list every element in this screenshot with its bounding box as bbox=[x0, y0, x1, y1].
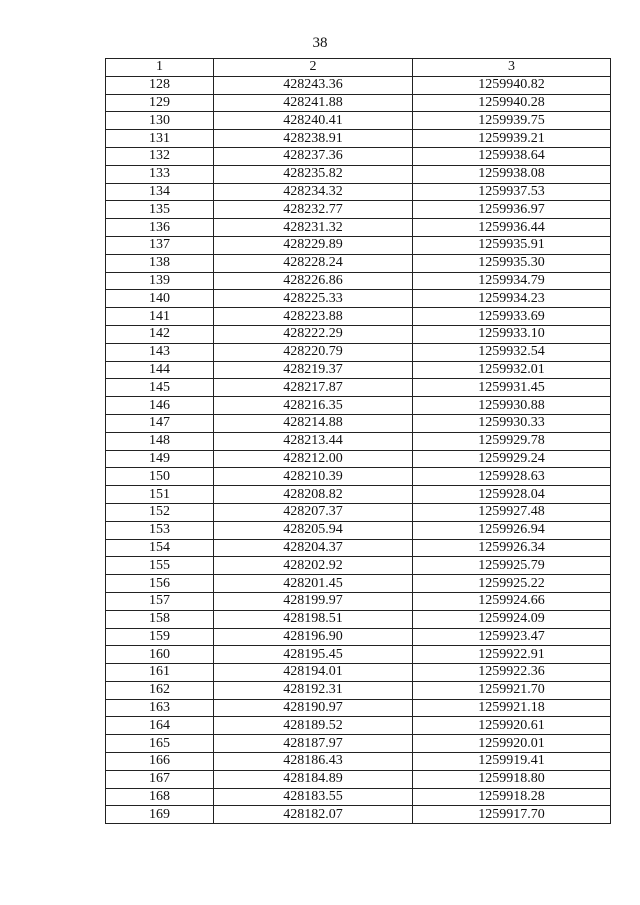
table-row bbox=[106, 94, 611, 112]
y-coordinate-cell: 1259940.28 bbox=[413, 94, 611, 112]
y-coordinate-cell: 1259936.97 bbox=[413, 201, 611, 219]
x-coordinate-cell: 428202.92 bbox=[214, 557, 413, 575]
table-row bbox=[106, 414, 611, 432]
x-coordinate-cell: 428195.45 bbox=[214, 646, 413, 664]
table-row bbox=[106, 592, 611, 610]
y-coordinate-cell: 1259938.08 bbox=[413, 165, 611, 183]
y-coordinate-cell: 1259922.36 bbox=[413, 664, 611, 682]
y-coordinate-cell: 1259937.53 bbox=[413, 183, 611, 201]
y-coordinate-cell: 1259925.22 bbox=[413, 575, 611, 593]
table-row bbox=[106, 486, 611, 504]
point-number-cell: 147 bbox=[106, 414, 214, 432]
column-header-3: 3 bbox=[413, 59, 611, 77]
y-coordinate-cell: 1259918.28 bbox=[413, 788, 611, 806]
table-row bbox=[106, 610, 611, 628]
x-coordinate-cell: 428213.44 bbox=[214, 432, 413, 450]
table-row bbox=[106, 770, 611, 788]
x-coordinate-cell: 428240.41 bbox=[214, 112, 413, 130]
y-coordinate-cell: 1259917.70 bbox=[413, 806, 611, 824]
point-number-cell: 156 bbox=[106, 575, 214, 593]
table-row bbox=[106, 272, 611, 290]
table-row bbox=[106, 753, 611, 771]
point-number-cell: 162 bbox=[106, 681, 214, 699]
x-coordinate-cell: 428238.91 bbox=[214, 130, 413, 148]
x-coordinate-cell: 428194.01 bbox=[214, 664, 413, 682]
table-row bbox=[106, 539, 611, 557]
x-coordinate-cell: 428229.89 bbox=[214, 236, 413, 254]
x-coordinate-cell: 428212.00 bbox=[214, 450, 413, 468]
y-coordinate-cell: 1259921.18 bbox=[413, 699, 611, 717]
point-number-cell: 140 bbox=[106, 290, 214, 308]
x-coordinate-cell: 428243.36 bbox=[214, 76, 413, 94]
table-row bbox=[106, 361, 611, 379]
y-coordinate-cell: 1259928.63 bbox=[413, 468, 611, 486]
x-coordinate-cell: 428187.97 bbox=[214, 735, 413, 753]
table-header bbox=[106, 59, 611, 77]
point-number-cell: 131 bbox=[106, 130, 214, 148]
y-coordinate-cell: 1259921.70 bbox=[413, 681, 611, 699]
x-coordinate-cell: 428235.82 bbox=[214, 165, 413, 183]
x-coordinate-cell: 428217.87 bbox=[214, 379, 413, 397]
x-coordinate-cell: 428210.39 bbox=[214, 468, 413, 486]
point-number-cell: 169 bbox=[106, 806, 214, 824]
point-number-cell: 152 bbox=[106, 503, 214, 521]
x-coordinate-cell: 428204.37 bbox=[214, 539, 413, 557]
point-number-cell: 139 bbox=[106, 272, 214, 290]
point-number-cell: 161 bbox=[106, 664, 214, 682]
table-row bbox=[106, 76, 611, 94]
y-coordinate-cell: 1259933.10 bbox=[413, 325, 611, 343]
point-number-cell: 132 bbox=[106, 147, 214, 165]
x-coordinate-cell: 428237.36 bbox=[214, 147, 413, 165]
y-coordinate-cell: 1259935.30 bbox=[413, 254, 611, 272]
table-row bbox=[106, 699, 611, 717]
x-coordinate-cell: 428228.24 bbox=[214, 254, 413, 272]
table-row bbox=[106, 325, 611, 343]
point-number-cell: 142 bbox=[106, 325, 214, 343]
x-coordinate-cell: 428196.90 bbox=[214, 628, 413, 646]
y-coordinate-cell: 1259924.09 bbox=[413, 610, 611, 628]
x-coordinate-cell: 428186.43 bbox=[214, 753, 413, 771]
point-number-cell: 135 bbox=[106, 201, 214, 219]
point-number-cell: 144 bbox=[106, 361, 214, 379]
point-number-cell: 134 bbox=[106, 183, 214, 201]
x-coordinate-cell: 428182.07 bbox=[214, 806, 413, 824]
x-coordinate-cell: 428231.32 bbox=[214, 219, 413, 237]
point-number-cell: 138 bbox=[106, 254, 214, 272]
x-coordinate-cell: 428189.52 bbox=[214, 717, 413, 735]
x-coordinate-cell: 428232.77 bbox=[214, 201, 413, 219]
y-coordinate-cell: 1259929.78 bbox=[413, 432, 611, 450]
x-coordinate-cell: 428205.94 bbox=[214, 521, 413, 539]
table-row bbox=[106, 788, 611, 806]
point-number-cell: 145 bbox=[106, 379, 214, 397]
y-coordinate-cell: 1259919.41 bbox=[413, 753, 611, 771]
point-number-cell: 128 bbox=[106, 76, 214, 94]
table-row bbox=[106, 628, 611, 646]
y-coordinate-cell: 1259935.91 bbox=[413, 236, 611, 254]
point-number-cell: 136 bbox=[106, 219, 214, 237]
table-row bbox=[106, 735, 611, 753]
point-number-cell: 153 bbox=[106, 521, 214, 539]
point-number-cell: 158 bbox=[106, 610, 214, 628]
x-coordinate-cell: 428207.37 bbox=[214, 503, 413, 521]
table-row bbox=[106, 219, 611, 237]
y-coordinate-cell: 1259939.75 bbox=[413, 112, 611, 130]
table-row bbox=[106, 432, 611, 450]
x-coordinate-cell: 428226.86 bbox=[214, 272, 413, 290]
y-coordinate-cell: 1259918.80 bbox=[413, 770, 611, 788]
table-row bbox=[106, 343, 611, 361]
point-number-cell: 164 bbox=[106, 717, 214, 735]
point-number-cell: 149 bbox=[106, 450, 214, 468]
column-header-1: 1 bbox=[106, 59, 214, 77]
point-number-cell: 167 bbox=[106, 770, 214, 788]
x-coordinate-cell: 428222.29 bbox=[214, 325, 413, 343]
x-coordinate-cell: 428208.82 bbox=[214, 486, 413, 504]
point-number-cell: 166 bbox=[106, 753, 214, 771]
point-number-cell: 159 bbox=[106, 628, 214, 646]
x-coordinate-cell: 428199.97 bbox=[214, 592, 413, 610]
table-row bbox=[106, 165, 611, 183]
point-number-cell: 130 bbox=[106, 112, 214, 130]
y-coordinate-cell: 1259922.91 bbox=[413, 646, 611, 664]
table-row bbox=[106, 236, 611, 254]
x-coordinate-cell: 428192.31 bbox=[214, 681, 413, 699]
point-number-cell: 137 bbox=[106, 236, 214, 254]
point-number-cell: 129 bbox=[106, 94, 214, 112]
y-coordinate-cell: 1259939.21 bbox=[413, 130, 611, 148]
point-number-cell: 154 bbox=[106, 539, 214, 557]
y-coordinate-cell: 1259938.64 bbox=[413, 147, 611, 165]
y-coordinate-cell: 1259928.04 bbox=[413, 486, 611, 504]
column-header-2: 2 bbox=[214, 59, 413, 77]
y-coordinate-cell: 1259924.66 bbox=[413, 592, 611, 610]
x-coordinate-cell: 428225.33 bbox=[214, 290, 413, 308]
y-coordinate-cell: 1259930.33 bbox=[413, 414, 611, 432]
table-row bbox=[106, 806, 611, 824]
x-coordinate-cell: 428190.97 bbox=[214, 699, 413, 717]
table-row bbox=[106, 379, 611, 397]
table-row bbox=[106, 397, 611, 415]
point-number-cell: 148 bbox=[106, 432, 214, 450]
y-coordinate-cell: 1259940.82 bbox=[413, 76, 611, 94]
table-row bbox=[106, 183, 611, 201]
table-row bbox=[106, 112, 611, 130]
table-row bbox=[106, 646, 611, 664]
x-coordinate-cell: 428220.79 bbox=[214, 343, 413, 361]
point-number-cell: 151 bbox=[106, 486, 214, 504]
point-number-cell: 157 bbox=[106, 592, 214, 610]
point-number-cell: 168 bbox=[106, 788, 214, 806]
y-coordinate-cell: 1259929.24 bbox=[413, 450, 611, 468]
table-row bbox=[106, 503, 611, 521]
table-row bbox=[106, 468, 611, 486]
point-number-cell: 146 bbox=[106, 397, 214, 415]
x-coordinate-cell: 428241.88 bbox=[214, 94, 413, 112]
table-row bbox=[106, 681, 611, 699]
x-coordinate-cell: 428219.37 bbox=[214, 361, 413, 379]
table-row bbox=[106, 290, 611, 308]
table-row bbox=[106, 254, 611, 272]
point-number-cell: 141 bbox=[106, 308, 214, 326]
point-number-cell: 155 bbox=[106, 557, 214, 575]
x-coordinate-cell: 428234.32 bbox=[214, 183, 413, 201]
x-coordinate-cell: 428201.45 bbox=[214, 575, 413, 593]
y-coordinate-cell: 1259934.79 bbox=[413, 272, 611, 290]
y-coordinate-cell: 1259923.47 bbox=[413, 628, 611, 646]
table-row bbox=[106, 664, 611, 682]
y-coordinate-cell: 1259931.45 bbox=[413, 379, 611, 397]
point-number-cell: 133 bbox=[106, 165, 214, 183]
y-coordinate-cell: 1259936.44 bbox=[413, 219, 611, 237]
table-row bbox=[106, 147, 611, 165]
y-coordinate-cell: 1259932.01 bbox=[413, 361, 611, 379]
y-coordinate-cell: 1259927.48 bbox=[413, 503, 611, 521]
x-coordinate-cell: 428183.55 bbox=[214, 788, 413, 806]
table-row bbox=[106, 717, 611, 735]
point-number-cell: 163 bbox=[106, 699, 214, 717]
y-coordinate-cell: 1259920.01 bbox=[413, 735, 611, 753]
y-coordinate-cell: 1259933.69 bbox=[413, 308, 611, 326]
table-row bbox=[106, 557, 611, 575]
y-coordinate-cell: 1259934.23 bbox=[413, 290, 611, 308]
x-coordinate-cell: 428198.51 bbox=[214, 610, 413, 628]
y-coordinate-cell: 1259932.54 bbox=[413, 343, 611, 361]
point-number-cell: 160 bbox=[106, 646, 214, 664]
header-row bbox=[106, 59, 611, 77]
page-number: 38 bbox=[312, 35, 328, 51]
y-coordinate-cell: 1259920.61 bbox=[413, 717, 611, 735]
table-row bbox=[106, 450, 611, 468]
coordinates-table bbox=[105, 58, 611, 824]
point-number-cell: 165 bbox=[106, 735, 214, 753]
y-coordinate-cell: 1259926.34 bbox=[413, 539, 611, 557]
table-row bbox=[106, 521, 611, 539]
point-number-cell: 150 bbox=[106, 468, 214, 486]
table-row bbox=[106, 308, 611, 326]
x-coordinate-cell: 428216.35 bbox=[214, 397, 413, 415]
table-row bbox=[106, 575, 611, 593]
y-coordinate-cell: 1259926.94 bbox=[413, 521, 611, 539]
table-body bbox=[106, 76, 611, 823]
x-coordinate-cell: 428184.89 bbox=[214, 770, 413, 788]
y-coordinate-cell: 1259930.88 bbox=[413, 397, 611, 415]
table-row bbox=[106, 130, 611, 148]
table-row bbox=[106, 201, 611, 219]
y-coordinate-cell: 1259925.79 bbox=[413, 557, 611, 575]
x-coordinate-cell: 428223.88 bbox=[214, 308, 413, 326]
point-number-cell: 143 bbox=[106, 343, 214, 361]
x-coordinate-cell: 428214.88 bbox=[214, 414, 413, 432]
